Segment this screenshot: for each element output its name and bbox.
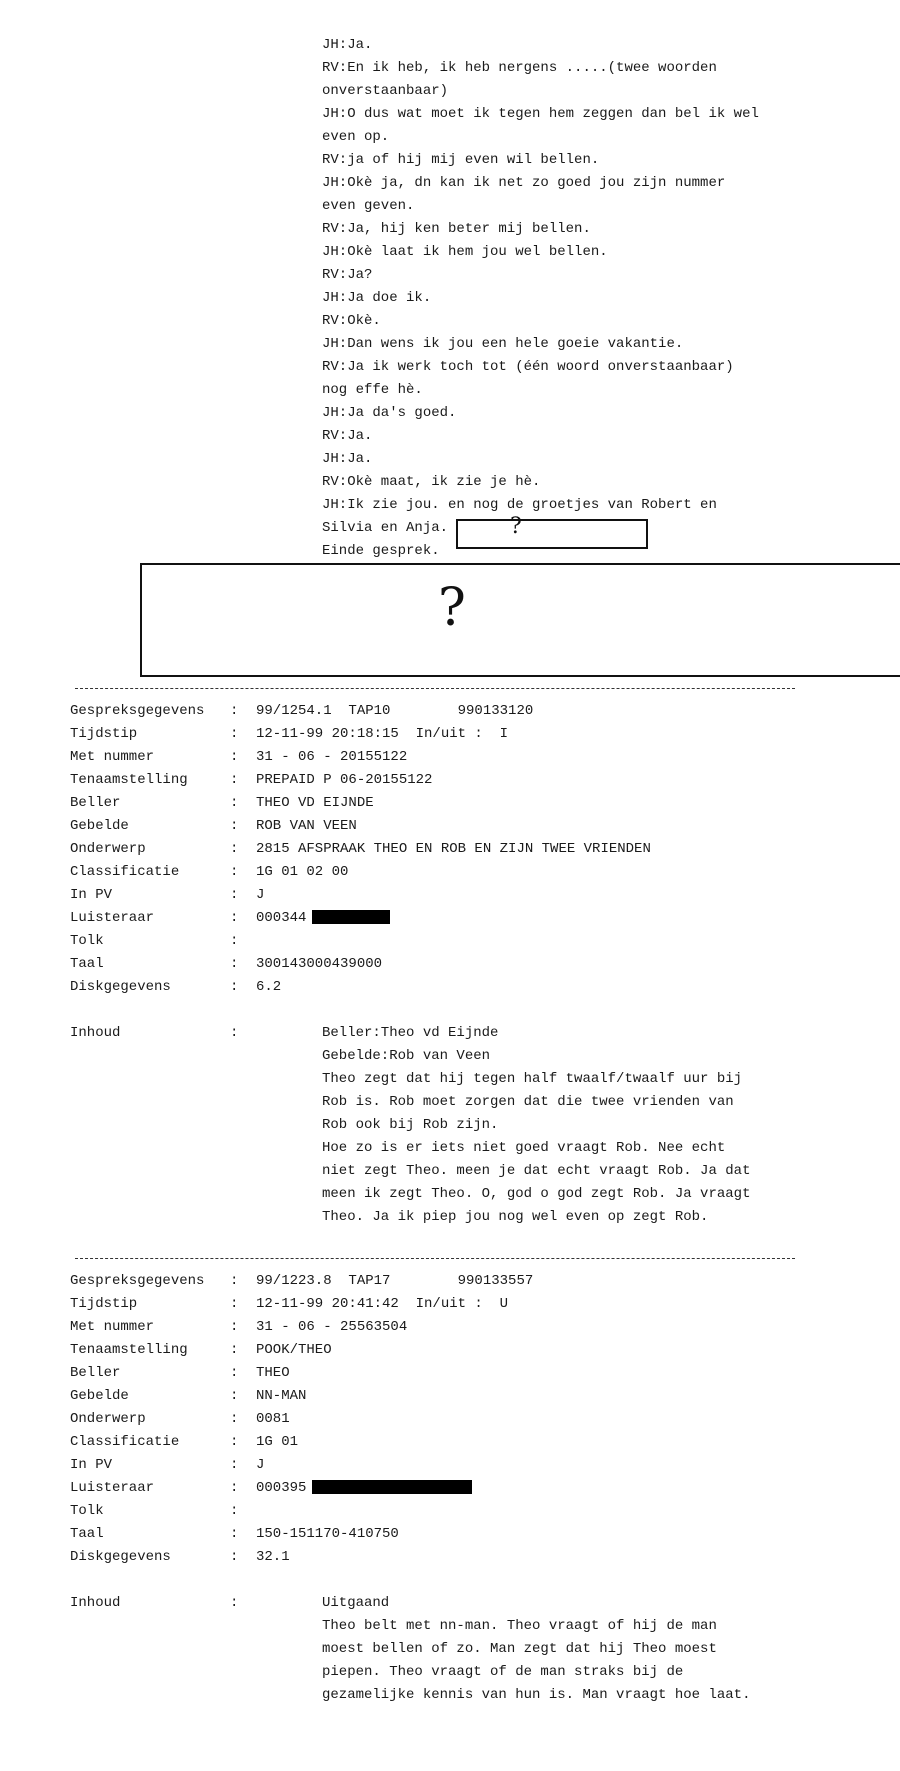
transcript-line: JH:Ja. [322,451,373,467]
field-label: Tenaamstelling [70,1342,188,1358]
transcript-line: even geven. [322,198,415,214]
inhoud-line: Beller:Theo vd Eijnde [322,1025,499,1041]
field-value: 12-11-99 20:18:15 In/uit : I [256,726,509,742]
field-value: 2815 AFSPRAAK THEO EN ROB EN ZIJN TWEE VRIENDEN [256,841,651,857]
transcript-line: JH:Okè ja, dn kan ik net zo goed jou zijn nummer [322,175,726,191]
colon: : [230,726,239,742]
inhoud-line: Theo. Ja ik piep jou nog wel even op zegt Rob. [322,1209,709,1225]
redaction-bar [312,1480,472,1494]
field-value: POOK/THEO [256,1342,332,1358]
field-label: Diskgegevens [70,1549,171,1565]
field-label: Luisteraar [70,910,155,926]
inhoud-line: Gebelde:Rob van Veen [322,1048,491,1064]
field-label: Gebelde [70,1388,129,1404]
transcript-line: even op. [322,129,390,145]
field-value: 1G 01 [256,1434,299,1450]
field-label: Diskgegevens [70,979,171,995]
field-label: Tenaamstelling [70,772,188,788]
field-label: Taal [70,1526,104,1542]
inhoud-line: Theo zegt dat hij tegen half twaalf/twaalf uur bij [322,1071,743,1087]
transcript-line: RV:Okè maat, ik zie je hè. [322,474,541,490]
colon: : [230,979,239,995]
colon: : [230,1480,239,1496]
field-label: Classificatie [70,864,180,880]
transcript-line: RV:Ja ik werk toch tot (één woord onverstaanbaar) [322,359,734,375]
field-value: ROB VAN VEEN [256,818,357,834]
field-value: 31 - 06 - 25563504 [256,1319,408,1335]
field-label: Tolk [70,933,104,949]
transcript-line: RV:ja of hij mij even wil bellen. [322,152,600,168]
colon: : [230,933,239,949]
field-label: Classificatie [70,1434,180,1450]
field-value: 12-11-99 20:41:42 In/uit : U [256,1296,509,1312]
field-value: 150-151170-410750 [256,1526,399,1542]
colon: : [230,1503,239,1519]
colon: : [230,1319,239,1335]
field-value: 99/1223.8 TAP17 990133557 [256,1273,534,1289]
transcript-line: RV:Ja. [322,428,373,444]
field-value: 000395 [256,1480,307,1496]
annotation-box-large [140,563,900,677]
colon: : [230,795,239,811]
transcript-line: onverstaanbaar) [322,83,449,99]
inhoud-line: piepen. Theo vraagt of de man straks bij de [322,1664,684,1680]
inhoud-line: meen ik zegt Theo. O, god o god zegt Rob. Ja vraagt [322,1186,751,1202]
transcript-line: Einde gesprek. [322,543,440,559]
separator-dashed [75,688,795,689]
inhoud-label: Inhoud [70,1595,121,1611]
colon: : [230,749,239,765]
inhoud-line: Rob is. Rob moet zorgen dat die twee vrienden van [322,1094,734,1110]
transcript-line: JH:Okè laat ik hem jou wel bellen. [322,244,608,260]
colon: : [230,1365,239,1381]
inhoud-line: niet zegt Theo. meen je dat echt vraagt Rob. Ja dat [322,1163,751,1179]
inhoud-line: Theo belt met nn-man. Theo vraagt of hij de man [322,1618,717,1634]
inhoud-label: Inhoud [70,1025,121,1041]
colon: : [230,1388,239,1404]
field-label: Tijdstip [70,726,138,742]
colon: : [230,772,239,788]
field-value: NN-MAN [256,1388,307,1404]
field-value-row [256,909,390,927]
colon: : [230,1411,239,1427]
colon: : [230,1595,239,1611]
field-label: Gespreksgegevens [70,703,205,719]
field-value: THEO [256,1365,290,1381]
field-label: Onderwerp [70,841,146,857]
field-value: 300143000439000 [256,956,383,972]
transcript-line: JH:Ik zie jou. en nog de groetjes van Robert en [322,497,717,513]
field-value: 99/1254.1 TAP10 990133120 [256,703,534,719]
field-value: 6.2 [256,979,282,995]
transcript-line: RV:Okè. [322,313,381,329]
inhoud-line: gezamelijke kennis van hun is. Man vraagt hoe laat. [322,1687,751,1703]
field-label: In PV [70,1457,113,1473]
transcript-line: JH:Ja da's goed. [322,405,457,421]
colon: : [230,1526,239,1542]
field-value: 1G 01 02 00 [256,864,349,880]
colon: : [230,910,239,926]
colon: : [230,1434,239,1450]
field-value: 32.1 [256,1549,290,1565]
separator-dashed [75,1258,795,1259]
field-label: Beller [70,1365,121,1381]
transcript-line: JH:Dan wens ik jou een hele goeie vakantie. [322,336,684,352]
transcript-line: RV:Ja, hij ken beter mij bellen. [322,221,591,237]
transcript-line: Silvia en Anja. [322,520,449,536]
colon: : [230,1549,239,1565]
field-value-row [256,1479,472,1497]
colon: : [230,864,239,880]
transcript-line: nog effe hè. [322,382,423,398]
field-value: J [256,1457,265,1473]
field-value: PREPAID P 06-20155122 [256,772,433,788]
colon: : [230,1457,239,1473]
transcript-line: RV:En ik heb, ik heb nergens .....(twee woorden [322,60,717,76]
question-mark-large: ? [438,578,466,638]
inhoud-line: Uitgaand [322,1595,390,1611]
field-value: 0081 [256,1411,290,1427]
field-label: Onderwerp [70,1411,146,1427]
field-label: Met nummer [70,749,155,765]
field-label: Taal [70,956,104,972]
colon: : [230,1025,239,1041]
field-label: Met nummer [70,1319,155,1335]
field-value: 000344 [256,910,307,926]
colon: : [230,703,239,719]
inhoud-line: moest bellen of zo. Man zegt dat hij Theo moest [322,1641,717,1657]
transcript-line: JH:O dus wat moet ik tegen hem zeggen dan bel ik wel [322,106,759,122]
colon: : [230,1342,239,1358]
field-label: In PV [70,887,113,903]
transcript-line: JH:Ja doe ik. [322,290,432,306]
field-value: THEO VD EIJNDE [256,795,374,811]
colon: : [230,841,239,857]
transcript-line: JH:Ja. [322,37,373,53]
field-label: Tolk [70,1503,104,1519]
annotation-box-small [456,519,648,549]
field-label: Tijdstip [70,1296,138,1312]
field-label: Beller [70,795,121,811]
redaction-bar [312,910,390,924]
question-mark-small: ? [510,514,522,539]
transcript-line: RV:Ja? [322,267,373,283]
field-label: Gespreksgegevens [70,1273,205,1289]
inhoud-line: Hoe zo is er iets niet goed vraagt Rob. Nee echt [322,1140,726,1156]
colon: : [230,887,239,903]
field-label: Gebelde [70,818,129,834]
colon: : [230,1273,239,1289]
inhoud-line: Rob ook bij Rob zijn. [322,1117,499,1133]
colon: : [230,818,239,834]
field-value: 31 - 06 - 20155122 [256,749,408,765]
field-label: Luisteraar [70,1480,155,1496]
colon: : [230,956,239,972]
colon: : [230,1296,239,1312]
field-value: J [256,887,265,903]
